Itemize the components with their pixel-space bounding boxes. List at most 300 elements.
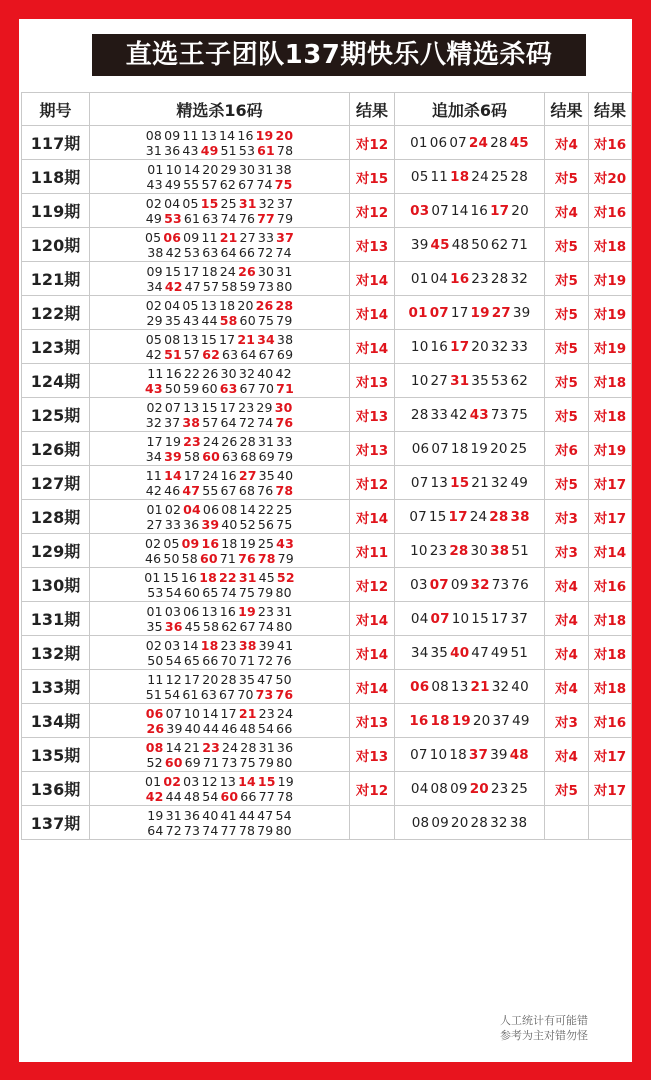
number-cell: 28: [220, 671, 237, 687]
result-3-cell: 对18: [589, 228, 632, 262]
number-cell: 09: [183, 229, 200, 245]
number-cell: 31: [276, 603, 293, 619]
kill16-line-1: [90, 230, 349, 245]
kill16-line-2: [90, 449, 349, 464]
number-cell: 80: [275, 822, 292, 838]
number-cell: 67: [219, 686, 236, 702]
number-cell: 20: [202, 671, 219, 687]
add6-cell: [395, 772, 545, 806]
number-cell: 42: [164, 278, 183, 294]
issue-cell: 123期: [22, 330, 90, 364]
table-row: [22, 602, 632, 636]
number-cell: 17: [220, 705, 237, 721]
kill16-cell: [90, 262, 350, 296]
number-cell: 20: [469, 780, 489, 797]
kill16-cell: [90, 602, 350, 636]
number-cell: 38: [509, 814, 528, 831]
kill16-line-2: [90, 823, 349, 838]
number-cell: 48: [183, 788, 201, 804]
number-cell: 51: [220, 142, 237, 158]
number-cell: 69: [258, 448, 275, 464]
add6-cell: [395, 126, 545, 160]
number-cell: 64: [240, 346, 257, 362]
number-cell: 14: [239, 501, 256, 517]
number-cell: 11: [147, 365, 164, 381]
number-cell: 19: [164, 433, 182, 449]
add6-cell: [395, 330, 545, 364]
number-cell: 20: [275, 127, 294, 143]
number-cell: 74: [202, 822, 219, 838]
number-cell: 08: [221, 501, 238, 517]
table-row: [22, 194, 632, 228]
number-cell: 38: [182, 414, 201, 430]
add6-cell: [395, 228, 545, 262]
result-3-cell: 对17: [589, 500, 632, 534]
number-cell: 31: [165, 807, 182, 823]
number-cell: 13: [200, 297, 218, 313]
number-cell: 03: [164, 637, 181, 653]
number-cell: 16: [470, 202, 489, 219]
number-cell: 37: [492, 712, 511, 729]
number-cell: 18: [201, 263, 218, 279]
number-cell: 07: [429, 304, 449, 321]
table-row: [22, 432, 632, 466]
result-3-cell: 对18: [589, 398, 632, 432]
number-cell: 17: [490, 202, 510, 219]
number-cell: 28: [275, 297, 294, 313]
number-cell: 45: [430, 236, 450, 253]
number-cell: 64: [147, 822, 164, 838]
number-cell: 70: [257, 380, 275, 396]
issue-cell: 137期: [22, 806, 90, 840]
kill16-cell: [90, 126, 350, 160]
number-cell: 19: [239, 535, 256, 551]
result-2-cell: 对4: [545, 602, 589, 636]
number-cell: 15: [201, 399, 218, 415]
number-cell: 38: [490, 542, 510, 559]
number-cell: 07: [164, 399, 182, 415]
number-cell: 62: [219, 176, 237, 192]
number-cell: 68: [240, 448, 257, 464]
number-cell: 50: [163, 550, 180, 566]
number-cell: 34: [257, 331, 275, 347]
result-1-cell: [350, 806, 395, 840]
kill16-cell: [90, 466, 350, 500]
kill16-line-2: [90, 619, 349, 634]
number-cell: 71: [238, 652, 256, 668]
add6-cell: [395, 466, 545, 500]
kill16-line-1: [90, 332, 349, 347]
kill16-line-2: [90, 313, 349, 328]
number-cell: 48: [239, 720, 256, 736]
number-cell: 04: [164, 297, 181, 313]
number-cell: 34: [410, 644, 429, 661]
number-cell: 45: [184, 618, 201, 634]
number-cell: 25: [276, 501, 293, 517]
kill16-cell: [90, 296, 350, 330]
result-2-cell: 对5: [545, 330, 589, 364]
result-1-cell: 对14: [350, 330, 395, 364]
number-cell: 39: [512, 304, 531, 321]
number-cell: 54: [165, 652, 182, 668]
number-cell: 78: [238, 822, 256, 838]
result-3-cell: 对18: [589, 602, 632, 636]
number-cell: 72: [238, 414, 256, 430]
number-cell: 18: [449, 746, 467, 763]
number-cell: 08: [145, 739, 164, 755]
number-cell: 62: [490, 236, 509, 253]
number-cell: 01: [146, 603, 163, 619]
result-2-cell: 对6: [545, 432, 589, 466]
number-cell: 31: [257, 433, 275, 449]
number-cell: 73: [257, 278, 275, 294]
number-cell: 62: [202, 346, 220, 362]
issue-cell: 130期: [22, 568, 90, 602]
number-cell: 23: [471, 270, 489, 287]
number-cell: 18: [219, 297, 236, 313]
number-cell: 01: [146, 501, 163, 517]
number-cell: 65: [202, 584, 219, 600]
number-cell: 76: [275, 652, 292, 668]
number-cell: 53: [164, 210, 182, 226]
number-cell: 32: [238, 365, 256, 381]
number-cell: 38: [147, 244, 164, 260]
table-row: [22, 636, 632, 670]
number-cell: 15: [471, 610, 489, 627]
number-cell: 44: [202, 720, 220, 736]
number-cell: 38: [510, 508, 530, 525]
number-cell: 40: [450, 644, 470, 661]
number-cell: 37: [276, 229, 294, 245]
number-cell: 07: [165, 705, 182, 721]
number-cell: 18: [450, 440, 469, 457]
add6-cell: [395, 602, 545, 636]
number-cell: 24: [202, 433, 220, 449]
number-cell: 19: [255, 127, 274, 143]
number-cell: 04: [430, 270, 449, 287]
kill16-line-1: [90, 774, 349, 789]
number-cell: 08: [164, 331, 181, 347]
number-cell: 27: [146, 516, 163, 532]
result-3-cell: 对18: [589, 636, 632, 670]
number-cell: 47: [471, 644, 489, 661]
number-cell: 16: [450, 270, 470, 287]
number-cell: 16: [220, 467, 237, 483]
number-cell: 77: [258, 788, 275, 804]
result-1-cell: 对13: [350, 228, 395, 262]
number-cell: 28: [239, 433, 256, 449]
result-3-cell: 对17: [589, 466, 632, 500]
number-cell: 76: [275, 686, 294, 702]
add6-cell: [395, 262, 545, 296]
kill16-cell: [90, 670, 350, 704]
number-cell: 67: [239, 380, 256, 396]
result-2-cell: 对5: [545, 398, 589, 432]
number-cell: 79: [276, 448, 294, 464]
kill16-cell: [90, 568, 350, 602]
number-cell: 27: [239, 229, 256, 245]
number-cell: 58: [219, 312, 238, 328]
add6-cell: [395, 738, 545, 772]
result-2-cell: 对3: [545, 704, 589, 738]
number-cell: 61: [257, 142, 275, 158]
number-cell: 47: [182, 482, 201, 498]
number-cell: 05: [163, 535, 180, 551]
number-cell: 76: [238, 550, 256, 566]
number-cell: 65: [183, 652, 201, 668]
number-cell: 03: [410, 202, 430, 219]
number-cell: 78: [276, 142, 294, 158]
result-2-cell: 对4: [545, 738, 589, 772]
add6-cell: [395, 432, 545, 466]
number-cell: 19: [147, 807, 164, 823]
table-row: [22, 670, 632, 704]
result-2-cell: 对5: [545, 228, 589, 262]
number-cell: 50: [164, 380, 182, 396]
number-cell: 41: [276, 637, 294, 653]
kill16-line-1: [90, 264, 349, 279]
result-3-cell: [589, 806, 632, 840]
result-1-cell: 对13: [350, 704, 395, 738]
number-cell: 79: [277, 550, 294, 566]
number-cell: 09: [450, 780, 468, 797]
number-cell: 49: [145, 210, 163, 226]
result-1-cell: 对12: [350, 194, 395, 228]
number-cell: 54: [165, 584, 182, 600]
kill16-line-1: [90, 604, 349, 619]
issue-cell: 128期: [22, 500, 90, 534]
number-cell: 46: [221, 720, 238, 736]
number-cell: 32: [490, 474, 509, 491]
kill-number-table: [21, 92, 632, 840]
number-cell: 31: [450, 372, 470, 389]
number-cell: 72: [165, 822, 182, 838]
kill16-line-2: [90, 483, 349, 498]
number-cell: 02: [145, 535, 162, 551]
number-cell: 63: [202, 244, 219, 260]
number-cell: 12: [201, 773, 218, 789]
number-cell: 51: [164, 346, 182, 362]
number-cell: 57: [183, 346, 201, 362]
number-cell: 32: [490, 814, 508, 831]
number-cell: 23: [183, 433, 201, 449]
number-cell: 17: [219, 331, 236, 347]
number-cell: 11: [147, 671, 164, 687]
number-cell: 10: [183, 705, 201, 721]
number-cell: 80: [275, 584, 292, 600]
number-cell: 37: [164, 414, 181, 430]
number-cell: 04: [183, 501, 201, 517]
number-cell: 18: [199, 569, 218, 585]
number-cell: 01: [410, 270, 429, 287]
number-cell: 32: [510, 270, 529, 287]
kill16-line-2: [90, 687, 349, 702]
kill16-line-2: [90, 177, 349, 192]
number-cell: 31: [258, 739, 275, 755]
issue-cell: 120期: [22, 228, 90, 262]
number-cell: 16: [180, 569, 198, 585]
number-cell: 17: [450, 338, 470, 355]
result-1-cell: 对12: [350, 126, 395, 160]
number-cell: 39: [410, 236, 429, 253]
number-cell: 78: [257, 550, 276, 566]
number-cell: 39: [164, 448, 182, 464]
result-2-cell: 对5: [545, 364, 589, 398]
number-cell: 26: [238, 263, 256, 279]
disclaimer-line-2: 参考为主对错勿怪: [500, 1029, 588, 1042]
number-cell: 31: [145, 142, 163, 158]
result-2-cell: 对5: [545, 772, 589, 806]
number-cell: 15: [162, 569, 179, 585]
number-cell: 33: [257, 229, 275, 245]
result-2-cell: 对4: [545, 670, 589, 704]
result-3-cell: 对17: [589, 738, 632, 772]
number-cell: 41: [220, 807, 237, 823]
kill16-cell: [90, 194, 350, 228]
number-cell: 51: [145, 686, 163, 702]
number-cell: 30: [257, 263, 275, 279]
number-cell: 60: [199, 550, 218, 566]
number-cell: 26: [202, 365, 219, 381]
number-cell: 20: [472, 712, 491, 729]
number-cell: 26: [221, 433, 238, 449]
add6-cell: [395, 160, 545, 194]
issue-cell: 126期: [22, 432, 90, 466]
kill16-cell: [90, 330, 350, 364]
number-cell: 21: [470, 678, 490, 695]
number-cell: 63: [221, 346, 239, 362]
number-cell: 58: [202, 618, 220, 634]
number-cell: 78: [276, 788, 294, 804]
number-cell: 60: [164, 754, 183, 770]
number-cell: 66: [238, 244, 256, 260]
number-cell: 23: [429, 542, 448, 559]
number-cell: 53: [238, 142, 256, 158]
number-cell: 31: [238, 569, 257, 585]
table-row: [22, 364, 632, 398]
kill16-cell: [90, 160, 350, 194]
table-row: [22, 296, 632, 330]
number-cell: 23: [202, 739, 220, 755]
result-3-cell: 对14: [589, 534, 632, 568]
number-cell: 69: [184, 754, 201, 770]
add6-cell: [395, 806, 545, 840]
number-cell: 31: [257, 161, 274, 177]
number-cell: 26: [255, 297, 274, 313]
number-cell: 72: [257, 244, 274, 260]
result-1-cell: 对12: [350, 466, 395, 500]
kill16-line-1: [90, 502, 349, 517]
number-cell: 15: [200, 195, 219, 211]
number-cell: 28: [470, 814, 489, 831]
number-cell: 07: [449, 134, 467, 151]
kill16-line-1: [90, 672, 349, 687]
number-cell: 17: [219, 399, 237, 415]
number-cell: 53: [490, 372, 509, 389]
number-cell: 54: [257, 720, 275, 736]
number-cell: 79: [276, 210, 294, 226]
number-cell: 14: [164, 467, 182, 483]
number-cell: 39: [166, 720, 183, 736]
result-2-cell: 对4: [545, 568, 589, 602]
number-cell: 67: [238, 176, 255, 192]
number-cell: 06: [411, 440, 430, 457]
number-cell: 16: [165, 365, 182, 381]
number-cell: 51: [510, 644, 529, 661]
number-cell: 63: [219, 380, 238, 396]
number-cell: 35: [238, 671, 256, 687]
number-cell: 24: [202, 467, 219, 483]
number-cell: 25: [220, 195, 237, 211]
number-cell: 06: [183, 603, 200, 619]
number-cell: 35: [471, 372, 489, 389]
number-cell: 21: [237, 331, 256, 347]
number-cell: 06: [163, 229, 182, 245]
result-3-cell: 对16: [589, 704, 632, 738]
number-cell: 17: [448, 508, 468, 525]
kill16-line-2: [90, 789, 349, 804]
number-cell: 25: [257, 535, 275, 551]
number-cell: 74: [220, 210, 237, 226]
number-cell: 39: [258, 637, 275, 653]
number-cell: 04: [410, 610, 429, 627]
number-cell: 20: [471, 338, 489, 355]
number-cell: 73: [183, 822, 201, 838]
number-cell: 10: [429, 746, 448, 763]
result-3-cell: 对20: [589, 160, 632, 194]
kill16-line-1: [90, 740, 349, 755]
number-cell: 05: [182, 195, 199, 211]
number-cell: 30: [274, 399, 293, 415]
number-cell: 42: [145, 788, 164, 804]
table-row: [22, 466, 632, 500]
number-cell: 32: [490, 338, 509, 355]
number-cell: 49: [200, 142, 219, 158]
number-cell: 37: [510, 610, 529, 627]
number-cell: 01: [147, 161, 164, 177]
number-cell: 15: [164, 263, 182, 279]
number-cell: 16: [201, 535, 220, 551]
result-3-cell: 对16: [589, 126, 632, 160]
number-cell: 16: [219, 603, 237, 619]
number-cell: 79: [276, 312, 293, 328]
number-cell: 02: [146, 399, 163, 415]
number-cell: 44: [165, 788, 182, 804]
number-cell: 75: [239, 754, 256, 770]
number-cell: 02: [145, 195, 163, 211]
number-cell: 04: [410, 780, 429, 797]
number-cell: 67: [239, 618, 256, 634]
number-cell: 14: [182, 637, 199, 653]
number-cell: 38: [275, 161, 292, 177]
number-cell: 35: [258, 467, 275, 483]
number-cell: 18: [221, 535, 238, 551]
number-cell: 76: [257, 482, 274, 498]
number-cell: 17: [146, 433, 163, 449]
table-row: [22, 568, 632, 602]
table-row: [22, 772, 632, 806]
result-2-cell: 对5: [545, 262, 589, 296]
number-cell: 13: [201, 603, 218, 619]
number-cell: 36: [164, 142, 181, 158]
kill16-line-2: [90, 653, 349, 668]
number-cell: 49: [490, 644, 509, 661]
table-row: [22, 262, 632, 296]
number-cell: 24: [221, 739, 239, 755]
number-cell: 46: [145, 550, 162, 566]
number-cell: 05: [145, 229, 162, 245]
disclaimer-note: [500, 1013, 588, 1043]
